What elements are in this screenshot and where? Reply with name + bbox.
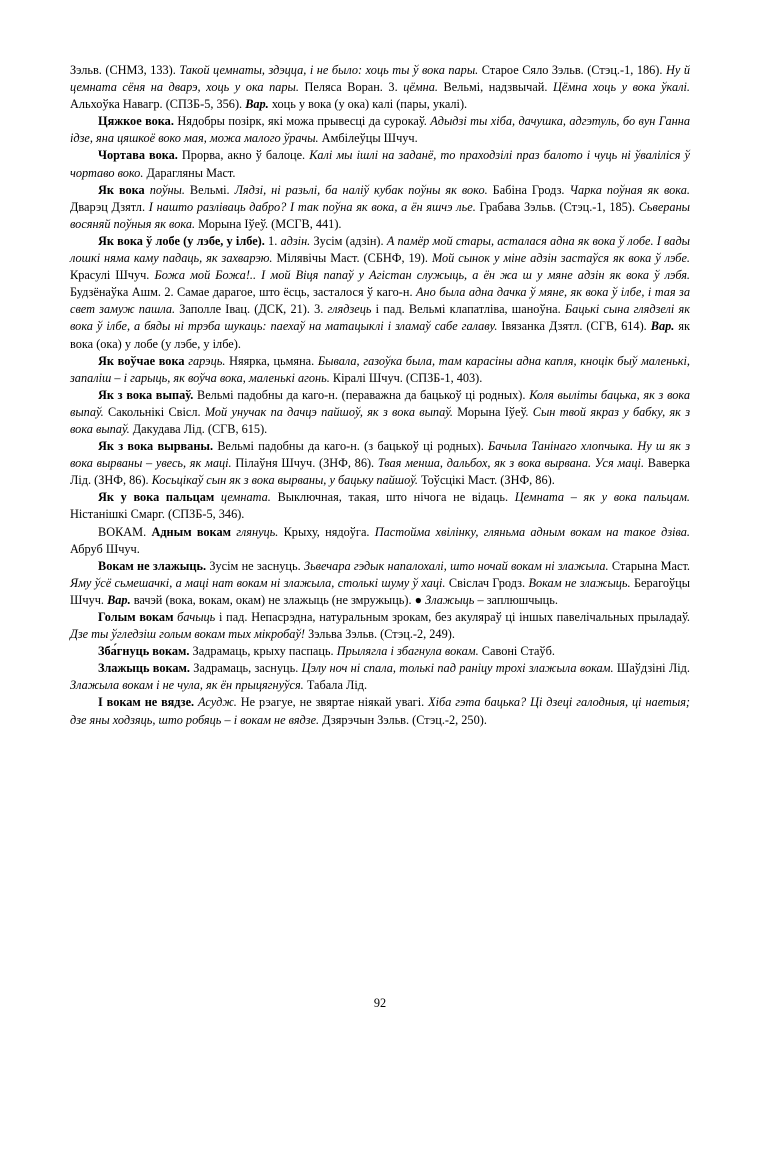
text-run: – заплюшчыць. (474, 592, 558, 607)
text-run: Івязанка Дзятл. (СГВ, 614). (497, 319, 651, 334)
text-run: Дакудава Лід. (СГВ, 615). (129, 421, 268, 436)
text-run: Сакольнікі Свісл. (103, 404, 205, 419)
text-run: Альхоўка Навагр. (СПЗБ-5, 356). (70, 97, 246, 112)
dictionary-entry (70, 694, 690, 728)
text-run: адзін. (280, 233, 311, 248)
text-run: Ністанішкі Смарг. (СПЗБ-5, 346). (70, 507, 245, 522)
text-run: Задрамаць, крыху паспаць. (189, 644, 337, 659)
text-run: Адыдзі ты хіба, дачушка, адгэтуль, бо вун Ганна ідзе, яна цяшкоё воко мая, можа малого ўрачы. (70, 114, 690, 146)
text-run: гарэць. (188, 353, 226, 368)
text-run: Ваверка Лід. (ЗНФ, 86). (70, 456, 690, 488)
text-run: Зэльв. (СНМЗ, 133). (70, 63, 180, 77)
dictionary-entry (70, 609, 690, 643)
text-run: Як воўчае вока (98, 353, 189, 368)
dictionary-entry (70, 182, 690, 233)
text-run: Зэльва Зэльв. (Стэц.-2, 249). (305, 627, 455, 642)
text-run: Як з вока вырваны. (98, 439, 214, 454)
text-run: Мілявічы Маст. (СБНФ, 19). (272, 251, 432, 266)
text-run: Цяжкое вока. (98, 114, 174, 129)
text-run: Адным вокам (151, 524, 237, 539)
text-run: Старына Маст. (608, 558, 690, 573)
text-run: як вока (ока) у лобе (у лэбе, у ілбе). (70, 319, 690, 351)
text-run: Асудж. (198, 695, 237, 710)
text-run: Не рэагуе, не звяртае ніякай увагі. (236, 695, 429, 710)
text-run: Выключная, такая, што нічога не відаць. (270, 490, 515, 505)
text-run: Бацькі сына глядзелі як вока ў ілбе, а бяды ні трэба шукаць: паехаў на матацыклі і зламаў сабе галаву. (70, 302, 691, 334)
text-run: Зба́гнуць вокам. (98, 644, 190, 659)
text-run: Коля выліты бацька, як з вока выпаў. (70, 387, 690, 419)
text-run: Грабава Зэльв. (Стэц.-1, 185). (475, 199, 639, 214)
text-run: глянуць. (236, 524, 279, 539)
text-run: бачыць (177, 610, 216, 624)
text-run: і пад. Непасрэдна, натуральным зрокам, без акуляраў ці іншых павелічальных прыладаў. (215, 610, 690, 624)
text-run: Зусім (адзін). (310, 233, 387, 248)
text-run: Як вока (98, 182, 150, 197)
text-run: Хіба гэта бацька? Ці дзеці галодныя, ці наетыя; дзе яны ходзяць, што робяць – і вокам не вядзе. (70, 695, 691, 727)
text-run: вачэй (вока, вокам, окам) не злажыць (не змружыць). ● (130, 592, 426, 607)
text-run: Божа мой Божа!.. І мой Віця папаў у Агістан служыць, а ён жа ш у мяне адзін як вока ў лэбя. (154, 268, 690, 283)
text-run: Мой сынок у міне адзін застаўся як вока ў лэбе. (431, 251, 691, 266)
text-run: 1. (264, 233, 281, 248)
text-run: Морына Іўеў. (МСГВ, 441). (195, 216, 342, 231)
text-run: Голым вокам (98, 610, 178, 624)
text-run: глядзець (327, 302, 372, 317)
dictionary-entry (70, 353, 690, 387)
text-run: Задрамаць, заснуць. (190, 661, 302, 676)
text-run: Прылягла і збагнула вокам. (336, 644, 479, 659)
dictionary-entry (70, 438, 690, 489)
text-run: Пеляса Воран. 3. (298, 80, 404, 95)
text-run: Чортава вока. (98, 148, 178, 163)
text-run: поўны. (149, 182, 185, 197)
text-run: Вар. (245, 97, 269, 112)
text-run: Вельмі. (184, 182, 235, 197)
text-run: Няярка, цьмяна. (225, 353, 318, 368)
text-run: І вокам не вядзе. (98, 695, 195, 710)
text-run: Як у вока пальцам (98, 490, 221, 505)
text-run: Нядобры позірк, які можа прывесці да сурокаў. (173, 114, 431, 129)
text-run: Ано была адна дачка ў мяне, як вока ў ілбе, і тая за свет замуж пашла. (70, 285, 690, 317)
text-run: і пад. Вельмі клапатліва, шаноўна. (371, 302, 565, 317)
text-run: Злажыла вокам і не чула, як ён прыцягнуўся. (70, 678, 304, 693)
text-run: Амбілеўцы Шчуч. (318, 131, 418, 146)
text-run: Ну й цемната сёня на дварэ, хоць у ока пары. (70, 63, 690, 95)
text-run: Тоўсцікі Маст. (ЗНФ, 86). (417, 473, 555, 488)
text-run: цёмна. (403, 80, 438, 95)
text-run: Старое Сяло Зэльв. (Стэц.-1, 186). (478, 63, 666, 77)
text-run: Вар. (107, 592, 131, 607)
text-run: Пастойма хвілінку, гляньма адным вокам на такое дзіва. (374, 524, 691, 539)
text-run: Цэлу ноч ні спала, толькі пад раніцу трохі злажыла вокам. (301, 661, 614, 676)
text-run: Табала Лід. (303, 678, 368, 693)
text-run: Вельмі падобны да каго-н. (пераважна да бацькоў ці родных). (193, 387, 530, 402)
text-run: Абруб Шчуч. (70, 541, 140, 556)
text-run: А памёр мой стары, асталася адна як вока ў лобе. І вады лошкі няма каму падаць, як захварэю. (70, 233, 690, 266)
text-run: Калі мы ішлі на заданё, то праходзілі праз балото і чуць ні ўваліліся ў чортаво воко. (70, 148, 690, 180)
dictionary-entry (70, 643, 690, 660)
text-run: хоць у вока (у ока) калі (пары, укалі). (268, 97, 468, 112)
text-run: Чарка поўная як вока. (569, 182, 690, 197)
text-run: Дварэц Дзятл. (70, 199, 149, 214)
text-run: Як вока ў лобе (у лэбе, у ілбе). (98, 233, 265, 248)
dictionary-entry (70, 660, 690, 694)
text-run: Вельмі, надзвычай. (437, 80, 553, 95)
page-number: 92 (373, 996, 387, 1010)
text-run: Свіслач Гродз. (445, 575, 529, 590)
text-run: Сьвераны восяняй поўныя як вока. (70, 199, 691, 231)
dictionary-entry (70, 147, 690, 181)
text-run: Крыху, нядоўга. (278, 524, 375, 539)
text-run: Дарагляны Маст. (143, 165, 236, 180)
text-run: Вокам не злажыць. (528, 575, 631, 590)
text-run: Берагоўцы Шчуч. (70, 575, 690, 607)
text-run: Зусім не заснуць. (206, 558, 304, 573)
dictionary-entry (70, 489, 690, 523)
text-run: Морына Іўеў. (452, 404, 533, 419)
text-run: Лядзі, ні разьлі, ба наліў кубак поўны як воко. (234, 182, 488, 197)
text-run: Цемната – як у вока пальцам. (514, 490, 691, 505)
text-run: Кіралі Шчуч. (СПЗБ-1, 403). (329, 370, 483, 385)
text-run: Такой цемнаты, здэцца, і не было: хоць ты ў вока пары. (179, 63, 479, 77)
text-run: Злажыць (425, 592, 475, 607)
text-run: Дзе ты ўгледзіш голым вокам тых мікробаў! (70, 627, 306, 642)
dictionary-entry (70, 387, 690, 438)
page-text-column (70, 62, 690, 729)
dictionary-entry (70, 113, 690, 147)
dictionary-entry (70, 233, 690, 353)
text-run: Як з вока выпаў. (98, 387, 194, 402)
dictionary-entry (70, 524, 690, 558)
text-run: Бывала, газоўка была, там карасіны адна капля, кноцік быў маленькі, запаліш – і гарыць, як воўча вока, маленькі агонь. (70, 353, 691, 385)
text-run: Савоні Стаўб. (478, 644, 555, 659)
text-run: Мой унучак па дачцэ пайшоў, як з вока выпаў. (204, 404, 453, 419)
text-run: Вар. (650, 319, 675, 334)
text-run: цемната. (220, 490, 271, 505)
text-run: Сын твой якраз у бабку, як з вока выпаў. (70, 404, 690, 436)
text-run: Яму ўсё сьмешачкі, а маці нат вокам ні злажыла, столькі шуму ў хаці. (70, 575, 446, 590)
dictionary-entry (70, 62, 690, 113)
text-run: Бабіна Гродз. (487, 182, 570, 197)
text-run: Дзярэчын Зэльв. (Стэц.-2, 250). (319, 712, 487, 727)
dictionary-entry (70, 558, 690, 609)
text-run: Зьвечара гэдык напалохалі, што ночай вокам ні злажыла. (303, 558, 609, 573)
text-run: ВОКАМ. (98, 524, 152, 539)
text-run: Цёмна хоць у вока ўкалі. (553, 80, 690, 95)
text-run: Пілаўня Шчуч. (ЗНФ, 86). (231, 456, 378, 471)
text-run: Вокам не злажыць. (98, 558, 207, 573)
text-run: Бачыла Танінаго хлопчыка. Ну ш як з вока вырваны – увесь, як маці. (70, 439, 690, 471)
text-run: Косьцікаў сын як з вока вырваны, у бацьку пайшоў. (151, 473, 418, 488)
text-run: І нашто разліваць дабро? І так поўна як вока, а ён яшчэ лье. (148, 199, 476, 214)
text-run: Злажыць вокам. (98, 661, 190, 676)
text-run: Будзёнаўка Ашм. 2. Самае дарагое, што ёсць, засталося ў каго-н. (70, 285, 416, 300)
text-run: Красулі Шчуч. (70, 268, 155, 283)
text-run: Твая менша, дальбох, як з вока вырвана. Уся маці. (377, 456, 645, 471)
text-run: Заполле Івац. (ДСК, 21). 3. (175, 302, 328, 317)
text-run: Вельмі падобны да каго-н. (з бацькоў ці родных). (213, 439, 489, 454)
text-run: Шаўдзіні Лід. (613, 661, 690, 676)
text-run: Прорва, акно ў балоце. (177, 148, 310, 163)
